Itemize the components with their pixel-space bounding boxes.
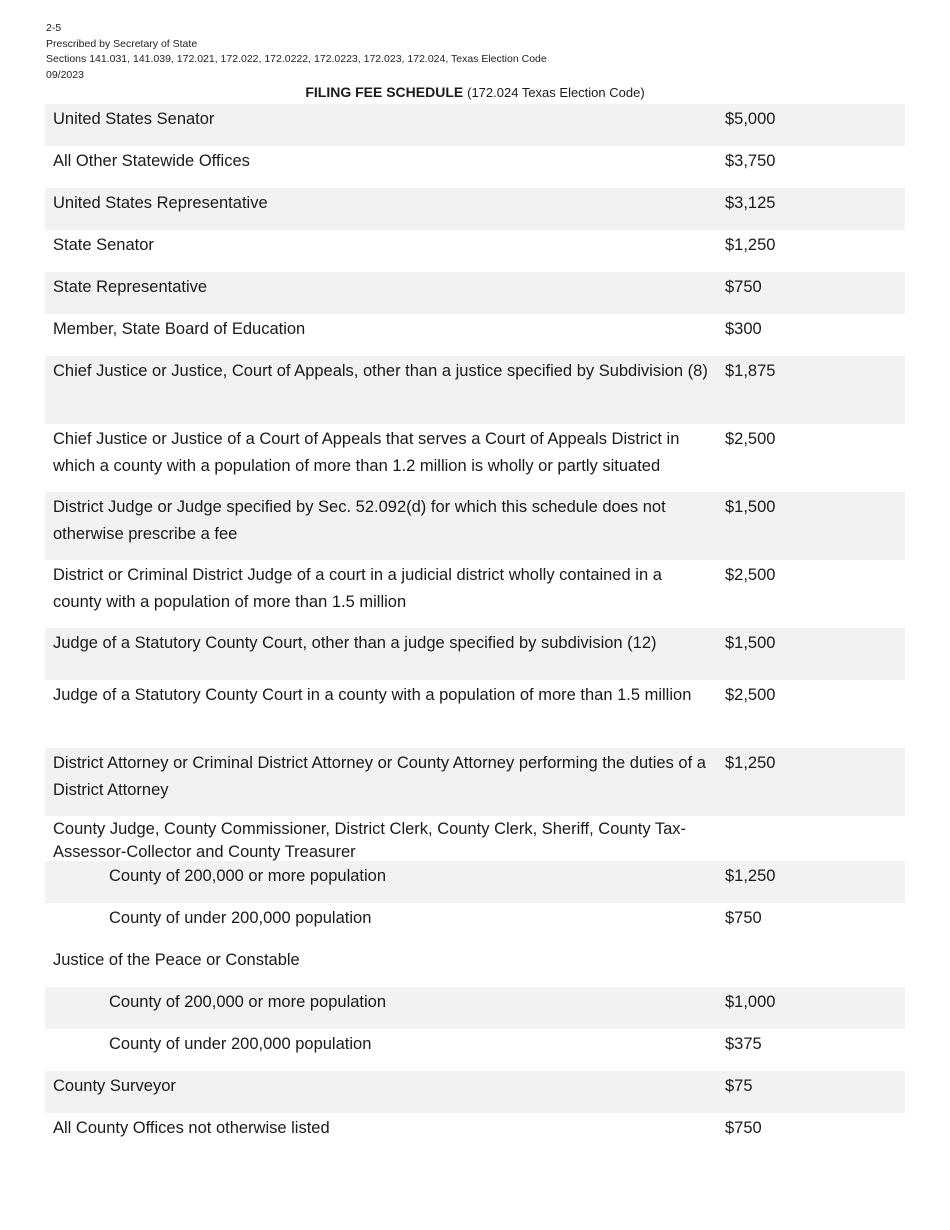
fee-row: [45, 903, 905, 945]
fee-amount: $2,500: [725, 686, 776, 704]
fee-row: [45, 356, 905, 424]
office-label: Chief Justice or Justice of a Court of Appeals that serves a Court of Appeals District in which a county with a population of more than 1.2 million is wholly or partly situated: [53, 430, 680, 475]
fee-row: [45, 680, 905, 748]
office-label: United States Representative: [53, 194, 268, 212]
fee-category-row: [45, 945, 905, 987]
office-label: District Attorney or Criminal District Attorney or County Attorney performing the duties of a District Attorney: [53, 754, 706, 799]
fee-row: [45, 560, 905, 628]
fee-row: [45, 1071, 905, 1113]
fee-amount: $2,500: [725, 566, 776, 584]
fee-row: [45, 314, 905, 356]
fee-row: [45, 861, 905, 903]
title-main: FILING FEE SCHEDULE: [305, 84, 464, 100]
fee-category-row: [45, 816, 905, 861]
office-label: State Representative: [53, 278, 208, 296]
fee-row: [45, 230, 905, 272]
office-label: All Other Statewide Offices: [53, 152, 250, 170]
fee-amount: $1,250: [725, 236, 776, 254]
office-label: County Surveyor: [53, 1077, 176, 1095]
fee-amount: $375: [725, 1035, 762, 1053]
fee-row: [45, 492, 905, 560]
office-label: Judge of a Statutory County Court in a county with a population of more than 1.5 million: [53, 686, 692, 704]
fee-amount: $750: [725, 1119, 762, 1137]
fee-row: [45, 1113, 905, 1155]
fee-amount: $300: [725, 320, 762, 338]
fee-amount: $2,500: [725, 430, 776, 448]
fee-amount: $1,875: [725, 362, 776, 380]
fee-row: [45, 188, 905, 230]
sections-line: Sections 141.031, 141.039, 172.021, 172.022, 172.0222, 172.0223, 172.023, 172.024, Texas Election Code: [46, 53, 547, 65]
fee-amount: $3,750: [725, 152, 776, 170]
office-sublabel: County of 200,000 or more population: [109, 867, 387, 885]
fee-row: [45, 628, 905, 680]
office-label: Chief Justice or Justice, Court of Appeals, other than a justice specified by Subdivision (8): [53, 362, 708, 380]
fee-amount: $5,000: [725, 110, 776, 128]
fee-row: [45, 987, 905, 1029]
office-sublabel: County of under 200,000 population: [109, 909, 372, 927]
fee-row: [45, 748, 905, 816]
office-label: District or Criminal District Judge of a court in a judicial district wholly contained in a county with a population of more than 1.5 million: [53, 566, 662, 611]
fee-row: [45, 272, 905, 314]
fee-amount: $3,125: [725, 194, 776, 212]
office-sublabel: County of under 200,000 population: [109, 1035, 372, 1053]
fee-row: [45, 424, 905, 492]
fee-amount: $1,500: [725, 634, 776, 652]
fee-row: [45, 1029, 905, 1071]
fee-amount: $750: [725, 909, 762, 927]
form-date: 09/2023: [46, 68, 84, 81]
office-sublabel: County of 200,000 or more population: [109, 993, 387, 1011]
office-label: United States Senator: [53, 110, 215, 128]
title-citation: (172.024 Texas Election Code): [467, 85, 645, 100]
prescribed-line: Prescribed by Secretary of State: [46, 37, 198, 50]
fee-amount: $1,250: [725, 867, 776, 885]
form-header: [46, 21, 547, 83]
form-number: 2-5: [46, 22, 62, 34]
fee-amount: $1,500: [725, 498, 776, 516]
fee-amount: $1,000: [725, 993, 776, 1011]
fee-row: [45, 104, 905, 146]
fee-amount: $75: [725, 1077, 753, 1095]
page-title: [0, 84, 950, 100]
fee-amount: $750: [725, 278, 762, 296]
office-label: Judge of a Statutory County Court, other than a judge specified by subdivision (12): [53, 634, 657, 652]
office-category-label: County Judge, County Commissioner, District Clerk, County Clerk, Sheriff, County Tax-Assessor-Collector and County Treasurer: [53, 820, 687, 861]
office-category-label: Justice of the Peace or Constable: [53, 951, 300, 969]
office-label: Member, State Board of Education: [53, 320, 306, 338]
office-label: All County Offices not otherwise listed: [53, 1119, 330, 1137]
office-label: State Senator: [53, 236, 154, 254]
fee-amount: $1,250: [725, 754, 776, 772]
fee-row: [45, 146, 905, 188]
office-label: District Judge or Judge specified by Sec. 52.092(d) for which this schedule does not otherwise prescribe a fee: [53, 498, 666, 543]
fee-table: [45, 104, 905, 1155]
